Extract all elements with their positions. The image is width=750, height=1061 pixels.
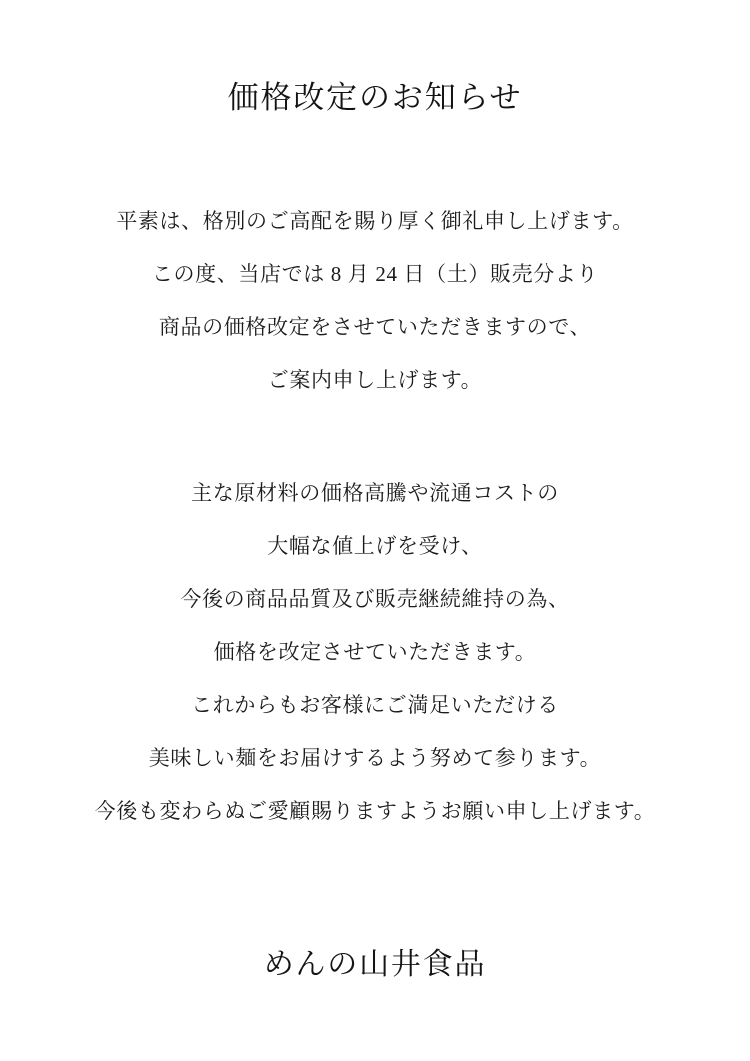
paragraph-line: 美味しい麺をお届けするよう努めて参ります。 bbox=[148, 746, 602, 770]
paragraph-line: 平素は、格別のご高配を賜り厚く御礼申し上げます。 bbox=[116, 209, 634, 233]
notice-paragraph-two bbox=[40, 467, 710, 838]
paragraph-line: 価格を改定させていただきます。 bbox=[213, 640, 537, 664]
company-signature: めんの山井食品 bbox=[263, 948, 487, 981]
paragraph-line: 大幅な値上げを受け、 bbox=[267, 534, 483, 558]
paragraph-line: 今後も変わらぬご愛顧賜りますようお願い申し上げます。 bbox=[94, 799, 656, 823]
paragraph-line: この度、当店では 8 月 24 日（土）販売分より bbox=[151, 262, 599, 286]
notice-paragraph-one bbox=[40, 195, 710, 407]
paragraph-line: ご案内申し上げます。 bbox=[267, 368, 483, 392]
page-title: 価格改定のお知らせ bbox=[227, 80, 523, 115]
paragraph-line: これからもお客様にご満足いただける bbox=[191, 693, 559, 717]
paragraph-line: 主な原材料の価格高騰や流通コストの bbox=[191, 481, 559, 505]
paragraph-line: 今後の商品品質及び販売継続維持の為、 bbox=[180, 587, 570, 611]
paragraph-line: 商品の価格改定をさせていただきますので、 bbox=[158, 315, 592, 339]
